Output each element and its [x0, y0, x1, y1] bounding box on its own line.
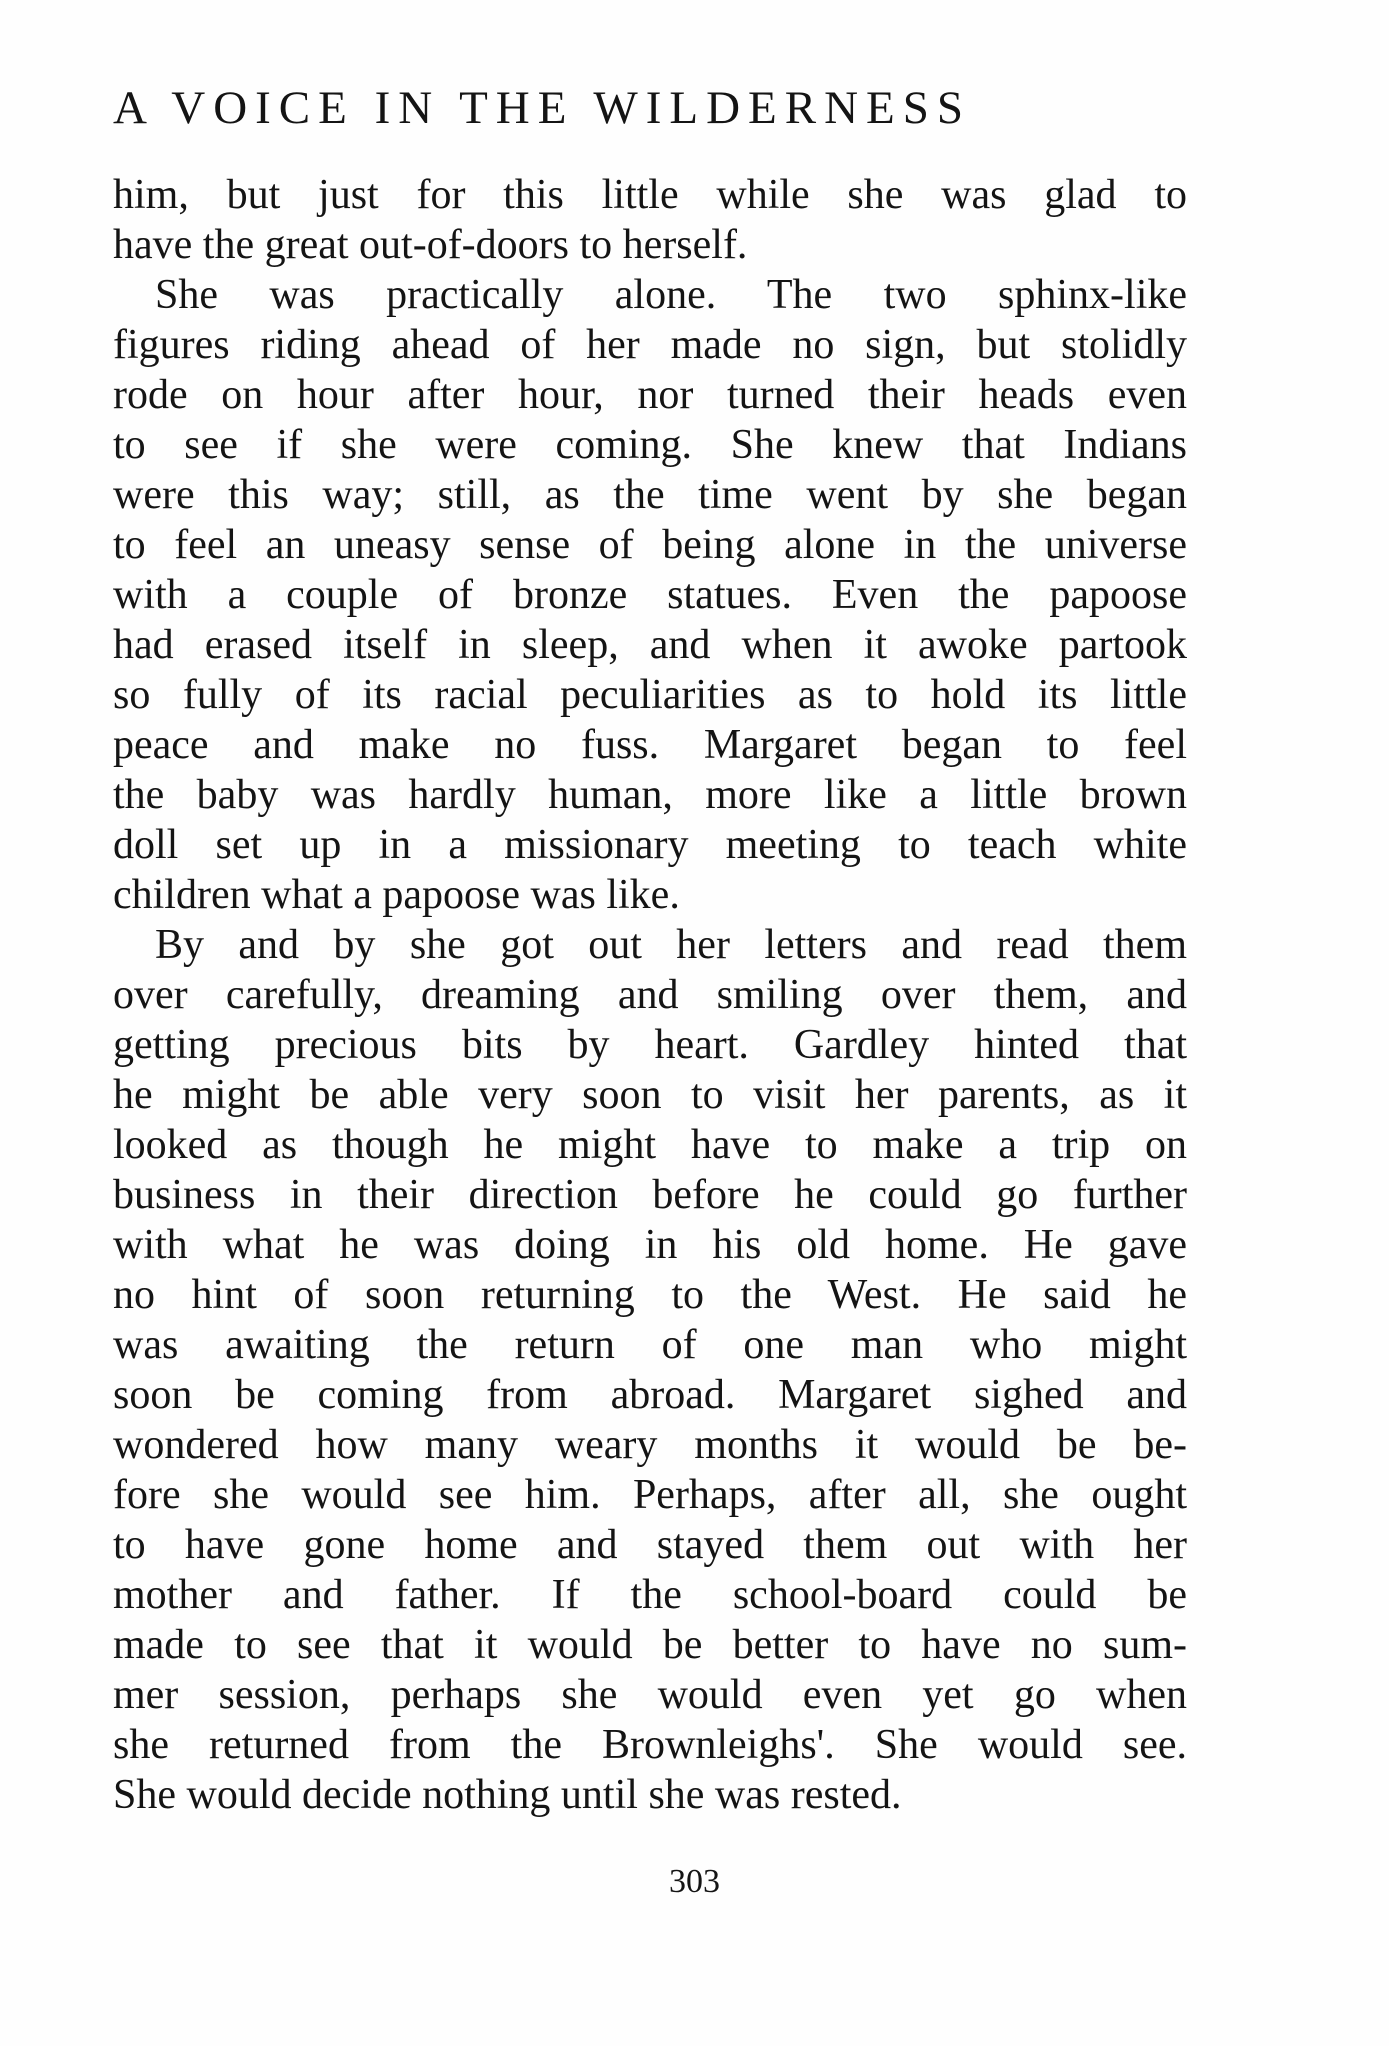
body-text	[113, 170, 1187, 1820]
text-line: with what he was doing in his old home. He gave	[113, 1222, 1187, 1268]
text-line: She was practically alone. The two sphinx-like	[155, 272, 1187, 318]
text-line: to feel an uneasy sense of being alone in the universe	[113, 522, 1187, 568]
text-line: have the great out-of-doors to herself.	[113, 222, 748, 268]
text-line: to see if she were coming. She knew that Indians	[113, 422, 1187, 468]
text-line: soon be coming from abroad. Margaret sighed and	[113, 1372, 1187, 1418]
text-line: were this way; still, as the time went by she began	[113, 472, 1187, 518]
text-line: doll set up in a missionary meeting to teach white	[113, 822, 1187, 868]
text-line: no hint of soon returning to the West. He said he	[113, 1272, 1187, 1318]
text-line: fore she would see him. Perhaps, after all, she ought	[113, 1472, 1187, 1518]
text-line: so fully of its racial peculiarities as to hold its little	[113, 672, 1187, 718]
text-line: made to see that it would be better to have no sum-	[113, 1622, 1187, 1668]
text-line: children what a papoose was like.	[113, 872, 680, 918]
text-line: with a couple of bronze statues. Even the papoose	[113, 572, 1187, 618]
text-line: business in their direction before he could go further	[113, 1172, 1187, 1218]
text-line: the baby was hardly human, more like a little brown	[113, 772, 1187, 818]
text-line: wondered how many weary months it would be be-	[113, 1422, 1187, 1468]
text-line: he might be able very soon to visit her parents, as it	[113, 1072, 1187, 1118]
text-line: figures riding ahead of her made no sign, but stolidly	[113, 322, 1187, 368]
text-line: over carefully, dreaming and smiling over them, and	[113, 972, 1187, 1018]
text-line: She would decide nothing until she was rested.	[113, 1772, 902, 1818]
text-line: to have gone home and stayed them out with her	[113, 1522, 1187, 1568]
text-line: peace and make no fuss. Margaret began to feel	[113, 722, 1187, 768]
text-line: she returned from the Brownleighs'. She would see.	[113, 1722, 1187, 1768]
text-line: looked as though he might have to make a trip on	[113, 1122, 1187, 1168]
text-line: him, but just for this little while she was glad to	[113, 172, 1187, 218]
text-line: was awaiting the return of one man who might	[113, 1322, 1187, 1368]
paragraph	[113, 920, 1187, 1820]
page-number: 303	[669, 1863, 720, 1900]
paragraph	[113, 270, 1187, 920]
paragraph	[113, 170, 1187, 270]
text-line: had erased itself in sleep, and when it awoke partook	[113, 622, 1187, 668]
text-line: mer session, perhaps she would even yet go when	[113, 1672, 1187, 1718]
text-line: mother and father. If the school-board could be	[113, 1572, 1187, 1618]
text-line: By and by she got out her letters and read them	[155, 922, 1187, 968]
text-line: rode on hour after hour, nor turned their heads even	[113, 372, 1187, 418]
text-line: getting precious bits by heart. Gardley hinted that	[113, 1022, 1187, 1068]
running-head: A VOICE IN THE WILDERNESS	[113, 82, 971, 134]
